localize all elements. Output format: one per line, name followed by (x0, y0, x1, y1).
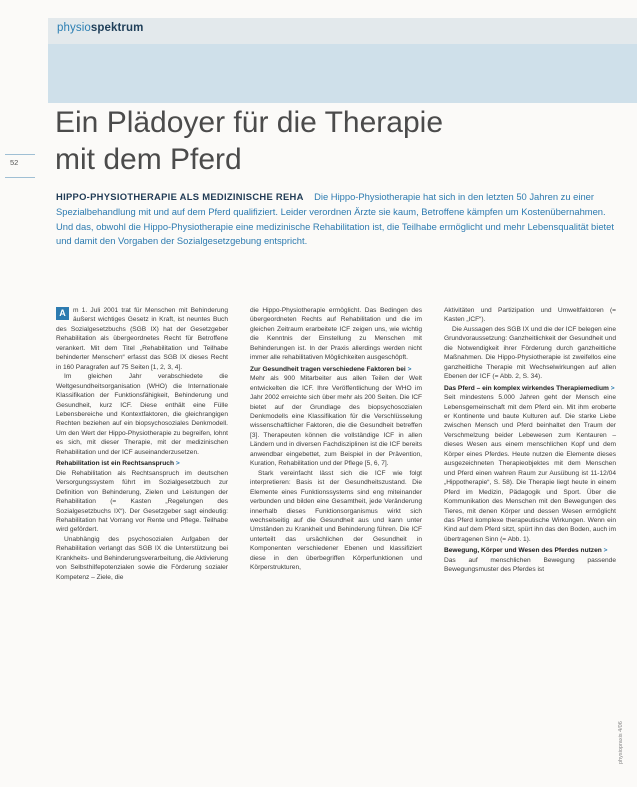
paragraph: Die Rehabilitation als Rechtsanspruch im deutschen Versorgungssystem führt im Sozialgesetzbuch zur Definition von Behinderung, Zielen und Leistungen der Rehabilitation (= Kasten „Regelungen des Sozialgesetzbuchs IX“). Der Gesetzgeber sagt eindeutig: Rehabilitation hat Vorrang vor Rente und Pflege. Teilhabe wird gefördert. (56, 469, 228, 534)
text-column-1 (56, 306, 228, 582)
issue-footer: physiopraxis 4/06 (618, 721, 624, 764)
subheading: Zur Gesundheit tragen verschiedene Faktoren bei > (250, 365, 412, 373)
paragraph: Seit mindestens 5.000 Jahren geht der Mensch eine Lebensgemeinschaft mit dem Pferd ein. Mit ihm eroberte er Kontinente und baute Kulturen auf. Die starke Liebe zwischen Mensch und Pferd beinhaltet den Traum der Verschmelzung beider Lebewesen zum Kentauren – dieses Wesen aus einem menschlichen Kopf und dem Körper eines Pferdes. Heute nutzen die Elemente dieses ausgezeichneten Therapieobjektes mit dem Menschen und Pferd einen wahren Raum zur Ausübung ist 11-12/04 „Hippotherapie“, S. 58). Die Therapie liegt heute in einem Pferd im Medizin, Pädagogik und Sport. Über die Kommunikation des Menschen mit den Bewegungen des Tieres, mit denen Körper und dessen Wesen ermöglicht das Pferd komplexe therapeutische Wirkungen. Wenn ein Kind auf dem Pferd sitzt, spürt ihn das den Boden, auch im übertragenen Sinn (= Abb. 1). (444, 394, 616, 543)
paragraph: Mehr als 900 Mitarbeiter aus allen Teilen der Welt entwickelten die ICF. Ihre Veröffentlichung der WHO im Jahr 2002 erreichte sich über mehr als 200 Seiten. Die ICF bietet auf der Grundlage des biopsychosozialen Denkmodells eine Klassifikation für die Verschlüsselung wissenschaftlicher Faktoren, die die Gesundheit betreffen [3]. Therapeuten können die vollständige ICF in allen Ländern und in diversen Fachdisziplinen ist die ICF bereits anwendbar eingebettet, zum Beispiel in der Prävention, Kuration, Rehabilitation und der Pflege [5, 6, 7]. (250, 375, 422, 468)
paragraph: Im gleichen Jahr verabschiedete die Weltgesundheitsorganisation (WHO) die Internationale Klassifikation der Funktionsfähigkeit, Behinderung und Gesundheit, kurz ICF. Diese enthält eine Fülle Lebensbereiche und Kontextfaktoren, die gleichrangigen Rechten beziehen auf ein biopsychosoziales Denkmodell. Um den Wert der Hippo-Physiotherapie zu begreifen, lohnt es sich, mit dieser Therapie, mit der medizinischen Rehabilitation und der ICF auseinanderzusetzen. (56, 373, 228, 456)
subheading: Rehabilitation ist ein Rechtsanspruch > (56, 460, 180, 468)
header-band (48, 44, 637, 103)
lead-kicker: HIPPO-PHYSIOTHERAPIE ALS MEDIZINISCHE REHA (56, 191, 304, 202)
paragraph: Stark vereinfacht lässt sich die ICF wie folgt interpretieren: Basis ist der Gesundheitszustand. Die Elemente eines Funktionssystems sind eng miteinander verbunden und bilden eine Gesamtheit, jede Veränderung innerhalb dieses Funktionsorganismus wirkt sich wechselseitig auf die Gesundheit aus und kann unter Umständen zu Krankheit und Behinderung führen. Die ICF unterteilt das ursächlichen der Gesundheit in Komponenten verschiedener Ebenen und klassifiziert diese in den überbegriffen Körperfunktionen und Körperstrukturen, (250, 469, 422, 572)
title-line-1: Ein Plädoyer für die Therapie (55, 106, 444, 139)
paragraph: Aktivitäten und Partizipation und Umweltfaktoren (= Kasten „ICF“). (444, 307, 616, 324)
subheading: Bewegung, Körper und Wesen des Pferdes nutzen > (444, 547, 608, 555)
drop-initial: A (56, 307, 69, 320)
magazine-section-label: physiospektrum (57, 22, 144, 34)
lead-paragraph (56, 190, 622, 249)
text-column-2 (250, 306, 422, 573)
lead-text: Die Hippo-Physiotherapie hat sich in den letzten 50 Jahren zu einer Spezialbehandlung mit und auf dem Pferd qualifiziert. Leider verordnen Ärzte sie kaum, Betroffene kämpfen um Kostenübernahmen. Und das, obwohl die Hippo-Physiotherapie eine medizinische Rehabilitation ist, die Teilhabe ermöglicht und mehr Lebensqualität bietet und damit den Vorgaben der Sozialgesetzgebung entspricht. (56, 191, 614, 247)
page-number: 52 (10, 158, 19, 167)
paragraph: A m 1. Juli 2001 trat für Menschen mit Behinderung äußerst wichtiges Gesetz in Kraft, ist neuntes Buch des Sozialgesetzbuchs (SGB IX) hat der Gesetzgeber Rehabilitation als übergeordnetes Recht für Betroffene verankert. Mit dem Titel „Rehabilitation und Teilhabe behinderter Menschen“ erfasst das SGB IX dieses Recht in 160 Paragrafen auf 75 Seiten [1, 2, 3, 4]. (56, 307, 228, 371)
article-title (55, 104, 443, 178)
paragraph: Unabhängig des psychosozialen Aufgaben der Rehabilitation verlangt das SGB IX die Unterstützung bei Krankheits- und Behinderungsverarbeitung, die Aktivierung von Selbsthilfepotenzialen sowie die Förderung sozialer Kompetenz – Ziele, die (56, 535, 228, 581)
paragraph: die Hippo-Physiotherapie ermöglicht. Das Bedingen des übergeordneten Rechts auf Rehabilitation und die im gleichen Zeitraum erarbeitete ICF zeigen uns, wie wichtig die Kenntnis der Einstellung zu Menschen mit Behinderungen ist. In der Praxis allerdings werden nicht immer alle rehabilitativen Möglichkeiten ausgeschöpft. (250, 307, 422, 362)
paragraph: Die Aussagen des SGB IX und die der ICF belegen eine Grundvoraussetzung: Ganzheitlichkeit der Gesundheit und die Notwendigkeit ihrer Förderung durch ganzheitliche Maßnahmen. Die Hippo-Physiotherapie ist zweifellos eine ganzheitliche Therapie mit Wechselwirkungen auf allen Ebenen der ICF (= Abb. 2, S. 34). (444, 325, 616, 381)
subheading: Das Pferd – ein komplex wirkendes Therapiemedium > (444, 384, 615, 392)
paragraph: Das auf menschlichen Bewegung passende Bewegungsmuster des Pferdes ist (444, 556, 616, 574)
title-line-2: mit dem Pferd (55, 143, 242, 176)
text-column-3 (444, 306, 616, 575)
